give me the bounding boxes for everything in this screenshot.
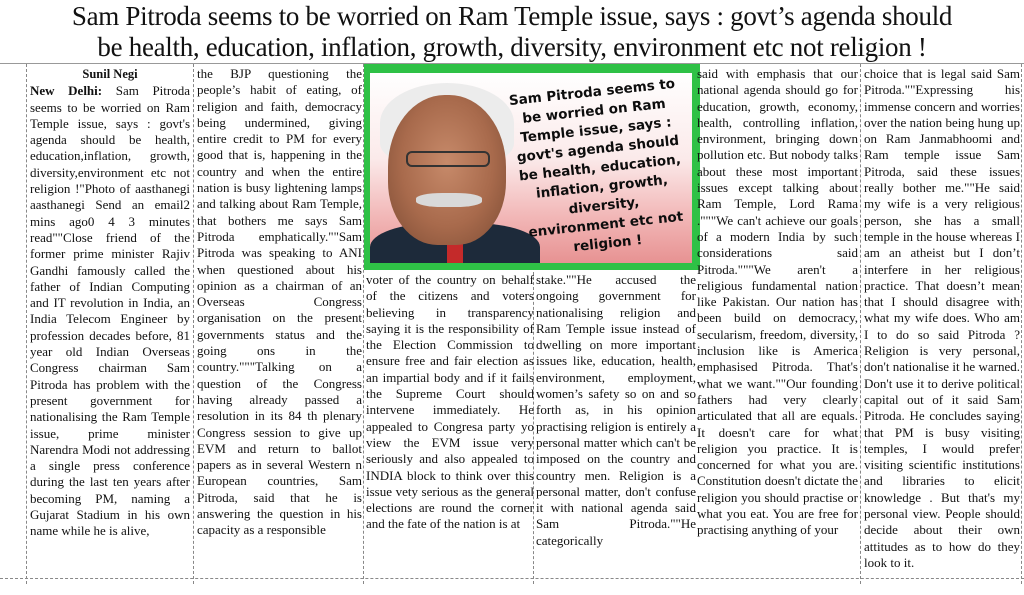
headline-line-1: Sam Pitroda seems to be worried on Ram Temple issue, says : govt’s agenda should [71,1,953,31]
column-rule [26,64,27,584]
column-text: Sam Pitroda seems to be worried on Ram Temple issue, says : govt's agenda should be health, education,inflation, growth, diversity,environment etc not religion !"Photo of aasthanegi aasthanegi Send an email2 mins ago0 4 3 minutes read""Close friend of the former prime minister Rajiv Gandhi famously called the father of Indian Computing and IT revolution in India, an India Telecom Engineer by profession decades before, 81 year old Indian Overseas Congress chairman Sam Pitroda has problem with the present government for nationalising the Ram Temple issue, prime minister Narendra Modi not addressing a single press conference during the last ten years after becoming PM, naming a Gujarat Stadium in his own name while he is alive, [30,83,190,539]
portrait-glasses [406,151,490,167]
column-text: said with emphasis that our national agenda should go for education, growth, economy, health, controlling inflation, environment, bringing down pollution etc. But nobody talks about these most important issues except talking about Ram Temple, Lord Rama ."""We can't achieve our goals of a modern India by such considerations said Pitroda."""We aren't a religious fundamental nation like Pakistan. Our nation has been build on democracy, secularism, freedom, diversity, inclusion like is America emphasised Pitroda. That's what we want.""Our founding fathers had very clearly articulated that all are equals. It doesn't care for what religion you practice. It is concerned for what you are. Constitution doesn't dictate the religion you should practise or what you eat. You are free for practising anything of your [697,66,858,538]
portrait-face [388,95,506,245]
column-text: voter of the country on behalf of the citizens and voters believing in transparency saying it is the responsibility of the Election Commission to ensure free and fair election as an impartial body and if it fails the Supreme Court should intervene immediately. He appealed to Congresa party yo view the EVM issue very seriously and also appealed to INDIA block to think over this issue vety serious as the general elections are round the corner and the fate of the nation is at [366,272,534,532]
column-rule [193,64,194,584]
column-rule [860,64,861,584]
article-column-5 [697,66,858,576]
headline-block [0,0,1024,64]
portrait-mustache [416,193,482,207]
article-column-1 [30,66,190,576]
article-photo [364,64,700,270]
photo-panel [370,73,692,263]
column-text: stake.""He accused the ongoing government for nationalising religion and Ram Temple issue instead of dwelling on more important issues like, education, health, environment, employment, women’s safety so on and so forth as, in his opinion practising religion is entirely a personal matter which can't be imposed on the country and country men. Religion is a personal matter, don't confuse it with national agenda said Sam Pitroda.""He categorically [536,272,696,548]
article-column-2 [197,66,362,576]
photo-caption: Sam Pitroda seems to be worried on Ram Temple issue, says : govt's agenda should be health, education, inflation, growth, diversity, environment etc not religion ! [508,75,685,256]
headline-line-2: be health, education, inflation, growth, diversity, environment etc not religion ! [97,32,927,62]
dateline: New Delhi: [30,83,103,99]
column-rule [1021,64,1022,584]
bottom-rule [0,578,1024,579]
column-text: choice that is legal said Sam Pitroda.""Expressing his immense concern and worries over the nation being hung up on Ram Janmabhoomi and Ram temple issue Sam Pitroda, said these issues really bother me.""He said my wife is a very religious person, she has a small temple in the house whereas I am an atheist but I don’t interfere in her religious practice. That doesn’t mean that I should disagree with what my wife does. Who am I to do so said Pitroda ? Religion is very personal, don't nationalise it he warned. Don't use it to derive political capital out of it said Sam Pitroda. He concludes saying that PM is busy visiting temples, I would prefer visiting scientific institutions and libraries to elicit knowledge . But that's my personal view. People should decide about their own attitudes as to how do they look to it. [864,66,1020,570]
article-column-6 [864,66,1020,576]
byline: Sunil Negi [82,67,138,81]
article-column-3 [366,272,534,578]
column-text: the BJP questioning the people’s habit of eating, of religion and faith, democracy being undermined, giving entire credit to PM for every good that is, happening in the country and when the entire nation is busy lightening lamps and talking about Ram Temple, that bothers me says Sam Pitroda emphatically.""Sam Pitroda was speaking to ANI when questioned about his opinion as a chairman of an Overseas Congress organisation on the present governments status and the going ons in the country."""Talking on a question of the Congress having already passed a resolution in its 84 th plenary Congress session to give up EVM and return to ballot papers as in several Western n European countries, Sam Pitroda, said that he is answering the question in his capacity as a responsible [197,66,362,538]
article-column-4 [536,272,696,578]
